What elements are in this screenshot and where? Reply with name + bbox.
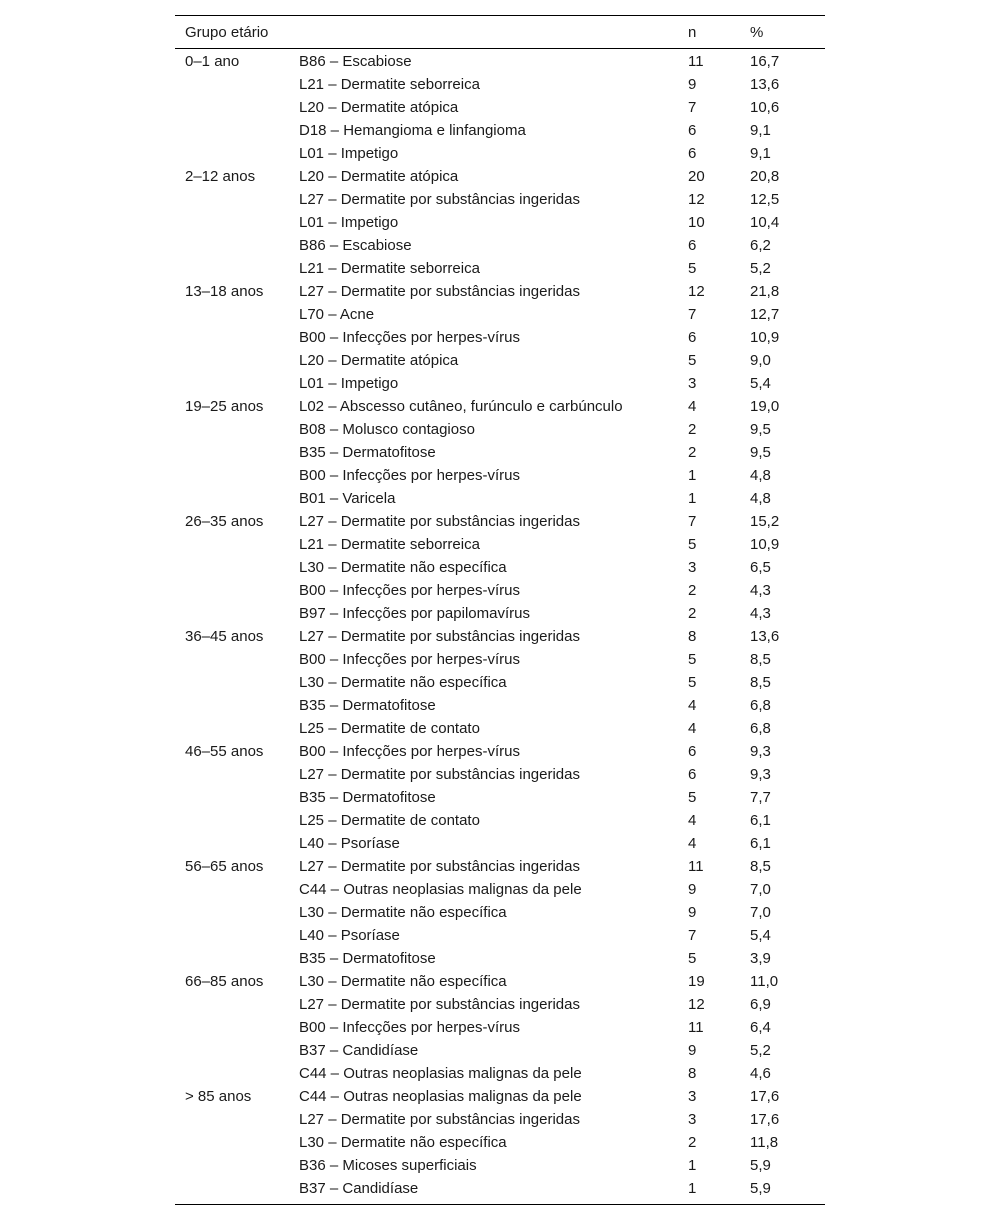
cell-diagnosis: B86 – Escabiose xyxy=(299,53,412,70)
cell-pct: 8,5 xyxy=(750,674,771,691)
table-row xyxy=(175,855,825,878)
table-row xyxy=(175,372,825,395)
table-row xyxy=(175,717,825,740)
table-row xyxy=(175,740,825,763)
cell-group: 66–85 anos xyxy=(185,973,264,990)
cell-diagnosis: B00 – Infecções por herpes-vírus xyxy=(299,651,520,668)
table-row xyxy=(175,786,825,809)
cell-n: 3 xyxy=(688,1111,697,1128)
table-row xyxy=(175,395,825,418)
table-row xyxy=(175,142,825,165)
table-row xyxy=(175,1085,825,1108)
cell-pct: 10,4 xyxy=(750,214,780,231)
cell-pct: 5,2 xyxy=(750,260,771,277)
cell-pct: 11,8 xyxy=(750,1134,779,1151)
table-row xyxy=(175,303,825,326)
cell-pct: 6,1 xyxy=(750,812,771,829)
cell-pct: 13,6 xyxy=(750,628,780,645)
cell-pct: 9,0 xyxy=(750,352,771,369)
table-row xyxy=(175,947,825,970)
cell-pct: 9,5 xyxy=(750,421,771,438)
cell-diagnosis: B35 – Dermatofitose xyxy=(299,950,436,967)
table-row xyxy=(175,510,825,533)
cell-n: 1 xyxy=(688,1180,697,1197)
cell-pct: 9,1 xyxy=(750,145,771,162)
table-row xyxy=(175,73,825,96)
cell-diagnosis: L27 – Dermatite por substâncias ingeridas xyxy=(299,766,580,783)
cell-pct: 4,8 xyxy=(750,467,771,484)
table-row xyxy=(175,441,825,464)
cell-n: 7 xyxy=(688,513,697,530)
cell-diagnosis: B35 – Dermatofitose xyxy=(299,444,436,461)
cell-diagnosis: L20 – Dermatite atópica xyxy=(299,352,459,369)
table-row xyxy=(175,1062,825,1085)
table-row xyxy=(175,602,825,625)
header-pct: % xyxy=(750,23,764,41)
cell-pct: 6,8 xyxy=(750,720,771,737)
table-row xyxy=(175,970,825,993)
cell-group: 46–55 anos xyxy=(185,743,264,760)
table-row xyxy=(175,993,825,1016)
cell-pct: 5,2 xyxy=(750,1042,771,1059)
cell-n: 11 xyxy=(688,1019,704,1036)
diagnosis-table xyxy=(175,15,825,1205)
cell-diagnosis: L30 – Dermatite não específica xyxy=(299,674,507,691)
cell-diagnosis: L01 – Impetigo xyxy=(299,145,399,162)
cell-pct: 15,2 xyxy=(750,513,780,530)
cell-n: 1 xyxy=(688,1157,697,1174)
cell-n: 9 xyxy=(688,904,697,921)
cell-pct: 19,0 xyxy=(750,398,780,415)
cell-n: 1 xyxy=(688,490,697,507)
cell-diagnosis: B00 – Infecções por herpes-vírus xyxy=(299,329,520,346)
cell-group: 56–65 anos xyxy=(185,858,264,875)
cell-diagnosis: B86 – Escabiose xyxy=(299,237,412,254)
cell-pct: 16,7 xyxy=(750,53,780,70)
cell-n: 10 xyxy=(688,214,705,231)
cell-group: 36–45 anos xyxy=(185,628,264,645)
cell-n: 4 xyxy=(688,398,697,415)
table-row xyxy=(175,1016,825,1039)
cell-pct: 12,5 xyxy=(750,191,780,208)
cell-diagnosis: B35 – Dermatofitose xyxy=(299,697,436,714)
cell-diagnosis: L25 – Dermatite de contato xyxy=(299,720,480,737)
cell-diagnosis: L40 – Psoríase xyxy=(299,927,400,944)
cell-n: 3 xyxy=(688,1088,697,1105)
cell-n: 1 xyxy=(688,467,697,484)
cell-pct: 7,0 xyxy=(750,904,771,921)
cell-pct: 6,4 xyxy=(750,1019,771,1036)
cell-diagnosis: L27 – Dermatite por substâncias ingeridas xyxy=(299,996,580,1013)
table-row xyxy=(175,257,825,280)
cell-diagnosis: L21 – Dermatite seborreica xyxy=(299,536,480,553)
cell-group: > 85 anos xyxy=(185,1088,252,1105)
cell-n: 2 xyxy=(688,444,697,461)
cell-pct: 21,8 xyxy=(750,283,780,300)
table-row xyxy=(175,1131,825,1154)
cell-pct: 6,9 xyxy=(750,996,771,1013)
cell-n: 4 xyxy=(688,835,697,852)
cell-n: 4 xyxy=(688,812,697,829)
table-row xyxy=(175,924,825,947)
cell-diagnosis: L01 – Impetigo xyxy=(299,214,399,231)
cell-n: 5 xyxy=(688,352,697,369)
cell-n: 8 xyxy=(688,628,697,645)
cell-pct: 13,6 xyxy=(750,76,780,93)
table-row xyxy=(175,96,825,119)
cell-n: 9 xyxy=(688,881,697,898)
cell-diagnosis: L30 – Dermatite não específica xyxy=(299,1134,507,1151)
table-row xyxy=(175,326,825,349)
cell-diagnosis: L30 – Dermatite não específica xyxy=(299,904,507,921)
cell-diagnosis: L40 – Psoríase xyxy=(299,835,400,852)
cell-diagnosis: L20 – Dermatite atópica xyxy=(299,168,459,185)
cell-pct: 5,4 xyxy=(750,375,771,392)
cell-pct: 4,8 xyxy=(750,490,771,507)
cell-n: 5 xyxy=(688,789,697,806)
cell-group: 13–18 anos xyxy=(185,283,264,300)
cell-pct: 4,6 xyxy=(750,1065,771,1082)
cell-n: 7 xyxy=(688,99,697,116)
table-row xyxy=(175,119,825,142)
cell-group: 0–1 ano xyxy=(185,53,240,70)
cell-n: 2 xyxy=(688,605,697,622)
cell-n: 6 xyxy=(688,766,697,783)
cell-diagnosis: L30 – Dermatite não específica xyxy=(299,973,507,990)
header-group: Grupo etário xyxy=(185,23,269,41)
cell-group: 26–35 anos xyxy=(185,513,264,530)
cell-n: 4 xyxy=(688,720,697,737)
cell-diagnosis: B37 – Candidíase xyxy=(299,1042,419,1059)
cell-pct: 5,4 xyxy=(750,927,771,944)
cell-diagnosis: C44 – Outras neoplasias malignas da pele xyxy=(299,1065,582,1082)
cell-diagnosis: L01 – Impetigo xyxy=(299,375,399,392)
cell-diagnosis: B01 – Varicela xyxy=(299,490,396,507)
cell-pct: 3,9 xyxy=(750,950,771,967)
cell-pct: 17,6 xyxy=(750,1111,780,1128)
cell-n: 7 xyxy=(688,306,697,323)
cell-diagnosis: L27 – Dermatite por substâncias ingeridas xyxy=(299,1111,580,1128)
cell-n: 6 xyxy=(688,743,697,760)
cell-diagnosis: C44 – Outras neoplasias malignas da pele xyxy=(299,881,582,898)
cell-diagnosis: L27 – Dermatite por substâncias ingeridas xyxy=(299,628,580,645)
cell-n: 5 xyxy=(688,674,697,691)
cell-pct: 9,5 xyxy=(750,444,771,461)
table-row xyxy=(175,625,825,648)
cell-n: 7 xyxy=(688,927,697,944)
cell-pct: 10,9 xyxy=(750,329,780,346)
cell-n: 3 xyxy=(688,375,697,392)
cell-n: 5 xyxy=(688,950,697,967)
cell-diagnosis: L21 – Dermatite seborreica xyxy=(299,260,480,277)
cell-diagnosis: C44 – Outras neoplasias malignas da pele xyxy=(299,1088,582,1105)
cell-diagnosis: L25 – Dermatite de contato xyxy=(299,812,480,829)
cell-diagnosis: B37 – Candidíase xyxy=(299,1180,419,1197)
table-row xyxy=(175,832,825,855)
cell-n: 2 xyxy=(688,1134,697,1151)
cell-diagnosis: B35 – Dermatofitose xyxy=(299,789,436,806)
cell-n: 2 xyxy=(688,582,697,599)
cell-n: 4 xyxy=(688,697,697,714)
cell-diagnosis: B08 – Molusco contagioso xyxy=(299,421,475,438)
table-row xyxy=(175,694,825,717)
cell-diagnosis: L21 – Dermatite seborreica xyxy=(299,76,480,93)
cell-pct: 5,9 xyxy=(750,1180,771,1197)
cell-pct: 20,8 xyxy=(750,168,780,185)
cell-diagnosis: L02 – Abscesso cutâneo, furúnculo e carbúnculo xyxy=(299,398,623,415)
cell-pct: 7,7 xyxy=(750,789,771,806)
cell-n: 3 xyxy=(688,559,697,576)
cell-pct: 4,3 xyxy=(750,605,771,622)
cell-n: 12 xyxy=(688,191,705,208)
cell-diagnosis: L70 – Acne xyxy=(299,306,375,323)
cell-n: 20 xyxy=(688,168,705,185)
table-row xyxy=(175,671,825,694)
table-row xyxy=(175,1039,825,1062)
table-row xyxy=(175,165,825,188)
table-header-row xyxy=(175,16,825,48)
table-row xyxy=(175,1108,825,1131)
cell-pct: 6,5 xyxy=(750,559,771,576)
cell-n: 12 xyxy=(688,283,705,300)
table-row xyxy=(175,349,825,372)
cell-diagnosis: L27 – Dermatite por substâncias ingeridas xyxy=(299,513,580,530)
cell-diagnosis: L27 – Dermatite por substâncias ingeridas xyxy=(299,858,580,875)
cell-n: 9 xyxy=(688,76,697,93)
cell-pct: 7,0 xyxy=(750,881,771,898)
table-row xyxy=(175,211,825,234)
cell-diagnosis: D18 – Hemangioma e linfangioma xyxy=(299,122,526,139)
table-body xyxy=(175,49,825,1204)
table-row xyxy=(175,878,825,901)
cell-n: 5 xyxy=(688,260,697,277)
cell-n: 6 xyxy=(688,122,697,139)
cell-n: 6 xyxy=(688,145,697,162)
cell-pct: 8,5 xyxy=(750,858,771,875)
table-row xyxy=(175,648,825,671)
cell-n: 8 xyxy=(688,1065,697,1082)
cell-pct: 6,8 xyxy=(750,697,771,714)
cell-diagnosis: B00 – Infecções por herpes-vírus xyxy=(299,467,520,484)
cell-diagnosis: L27 – Dermatite por substâncias ingeridas xyxy=(299,191,580,208)
table-row xyxy=(175,464,825,487)
cell-n: 19 xyxy=(688,973,705,990)
cell-pct: 12,7 xyxy=(750,306,780,323)
cell-n: 12 xyxy=(688,996,705,1013)
cell-n: 5 xyxy=(688,536,697,553)
cell-n: 5 xyxy=(688,651,697,668)
table-row xyxy=(175,901,825,924)
table-row xyxy=(175,487,825,510)
cell-diagnosis: L30 – Dermatite não específica xyxy=(299,559,507,576)
table-row xyxy=(175,579,825,602)
table-row xyxy=(175,188,825,211)
cell-diagnosis: B00 – Infecções por herpes-vírus xyxy=(299,582,520,599)
cell-pct: 4,3 xyxy=(750,582,771,599)
header-n: n xyxy=(688,23,697,41)
cell-pct: 5,9 xyxy=(750,1157,771,1174)
cell-diagnosis: B97 – Infecções por papilomavírus xyxy=(299,605,530,622)
cell-group: 19–25 anos xyxy=(185,398,264,415)
cell-n: 9 xyxy=(688,1042,697,1059)
cell-n: 6 xyxy=(688,237,697,254)
cell-diagnosis: B00 – Infecções por herpes-vírus xyxy=(299,1019,520,1036)
cell-n: 11 xyxy=(688,858,704,875)
table-row xyxy=(175,50,825,73)
table-row xyxy=(175,809,825,832)
table-bottom-rule xyxy=(175,1204,825,1205)
cell-n: 6 xyxy=(688,329,697,346)
cell-pct: 6,2 xyxy=(750,237,771,254)
cell-pct: 9,3 xyxy=(750,766,771,783)
cell-pct: 17,6 xyxy=(750,1088,780,1105)
cell-diagnosis: L20 – Dermatite atópica xyxy=(299,99,459,116)
cell-n: 11 xyxy=(688,53,704,70)
table-row xyxy=(175,556,825,579)
cell-diagnosis: B36 – Micoses superficiais xyxy=(299,1157,477,1174)
table-row xyxy=(175,763,825,786)
table-row xyxy=(175,1154,825,1177)
table-row xyxy=(175,1177,825,1200)
cell-pct: 10,6 xyxy=(750,99,780,116)
table-row xyxy=(175,280,825,303)
cell-pct: 6,1 xyxy=(750,835,771,852)
cell-pct: 10,9 xyxy=(750,536,780,553)
cell-diagnosis: L27 – Dermatite por substâncias ingeridas xyxy=(299,283,580,300)
table-row xyxy=(175,418,825,441)
cell-n: 2 xyxy=(688,421,697,438)
table-row xyxy=(175,533,825,556)
cell-pct: 9,1 xyxy=(750,122,771,139)
cell-group: 2–12 anos xyxy=(185,168,256,185)
cell-diagnosis: B00 – Infecções por herpes-vírus xyxy=(299,743,520,760)
table-row xyxy=(175,234,825,257)
cell-pct: 9,3 xyxy=(750,743,771,760)
cell-pct: 11,0 xyxy=(750,973,779,990)
cell-pct: 8,5 xyxy=(750,651,771,668)
